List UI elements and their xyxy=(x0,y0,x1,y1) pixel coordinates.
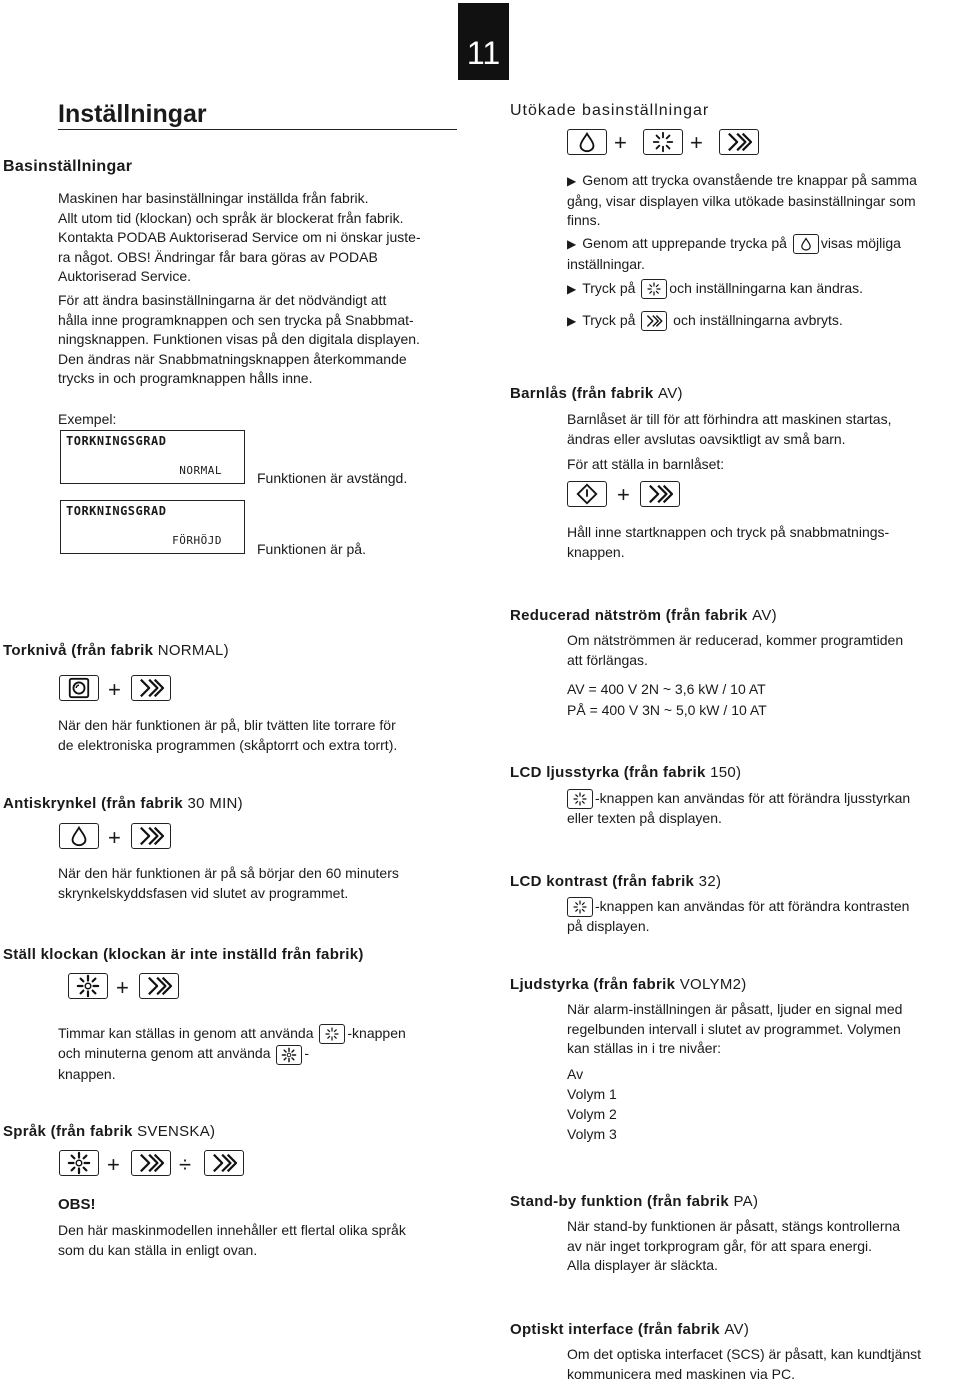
heading-value: AV) xyxy=(752,607,777,624)
obs-label: OBS! xyxy=(58,1196,96,1213)
text-line: Kontakta PODAB Auktoriserad Service om ni önskar juste- xyxy=(58,228,421,248)
basic-settings-heading: Basinställningar xyxy=(3,158,132,176)
clock-heading: Ställ klockan (klockan är inte inställd från fabrik) xyxy=(3,946,364,963)
text-line xyxy=(58,1044,458,1064)
list-item: Volym 2 xyxy=(567,1104,617,1124)
plus-icon: + xyxy=(690,132,703,154)
text-line: inställningar. xyxy=(567,255,957,275)
contrast-heading xyxy=(510,873,721,890)
list-item: Volym 1 xyxy=(567,1084,617,1104)
text-span: -knappen kan användas för att förändra ljusstyrkan xyxy=(595,790,910,806)
text-line: knappen. xyxy=(58,1065,458,1085)
heading-label: Reducerad nätström (från fabrik xyxy=(510,607,748,624)
start-icon xyxy=(567,481,607,507)
text-line: AV = 400 V 2N ~ 3,6 kW / 10 AT xyxy=(567,680,767,700)
sparkle-icon xyxy=(567,897,593,917)
text-line: hålla inne programknappen och sen trycka på Snabbmat- xyxy=(58,311,420,331)
text-span: visas möjliga xyxy=(821,235,901,251)
text-line: Barnlåset är till för att förhindra att maskinen startas, xyxy=(567,410,891,430)
page-number: 11 xyxy=(458,35,509,72)
text-line xyxy=(567,311,843,332)
text-line: Om det optiska interfacet (SCS) är påsatt, kan kundtjänst xyxy=(567,1345,921,1365)
heading-label: Språk (från fabrik xyxy=(3,1123,133,1140)
lcd-display-off xyxy=(60,430,245,484)
text-line: Håll inne startknappen och tryck på snabbmatnings- xyxy=(567,523,889,543)
text-line xyxy=(567,234,957,255)
text-line: knappen. xyxy=(567,543,889,563)
double-chevron-icon xyxy=(641,311,667,331)
text-line: på displayen. xyxy=(567,917,909,937)
dryness-heading xyxy=(3,642,229,659)
lcd-line-1: TORKNINGSGRAD xyxy=(66,504,166,518)
text-span: - xyxy=(304,1045,309,1061)
childlock-heading xyxy=(510,385,683,402)
text-line: som du kan ställa in enligt ovan. xyxy=(58,1241,406,1261)
heading-value: SVENSKA) xyxy=(137,1123,215,1140)
sparkle-icon xyxy=(319,1024,345,1044)
lcd-caption-off: Funktionen är avstängd. xyxy=(257,469,407,489)
text-line: eller texten på displayen. xyxy=(567,809,910,829)
text-line: att förlängas. xyxy=(567,651,903,671)
heading-value: NORMAL) xyxy=(158,642,229,659)
basic-settings-paragraph-2 xyxy=(58,291,420,389)
double-chevron-icon xyxy=(139,973,179,999)
lcd-line-2: NORMAL xyxy=(179,464,222,477)
text-line: När den här funktionen är på så börjar den 60 minuters xyxy=(58,864,399,884)
text-span: och minuterna genom att använda xyxy=(58,1045,270,1061)
text-span: och inställningarna avbryts. xyxy=(673,312,843,328)
drum-icon xyxy=(59,675,99,701)
lcd-line-1: TORKNINGSGRAD xyxy=(66,434,166,448)
plus-icon: + xyxy=(617,484,630,506)
anticrease-text xyxy=(58,864,399,903)
double-chevron-icon xyxy=(640,481,680,507)
bullet-icon: ▶ xyxy=(567,314,576,328)
text-line: När alarm-inställningen är påsatt, ljuder en signal med xyxy=(567,1000,902,1020)
text-line: gång, visar displayen vilka utökade basinställningar som xyxy=(567,192,917,212)
text-line: de elektroniska programmen (skåptorrt och extra torrt). xyxy=(58,736,397,756)
extended-bullet-2 xyxy=(567,234,957,274)
text-line xyxy=(567,789,910,809)
text-line: skrynkelskyddsfasen vid slutet av programmet. xyxy=(58,884,399,904)
anticrease-heading xyxy=(3,795,243,812)
volume-text xyxy=(567,1000,902,1059)
text-line: För att ändra basinställningarna är det nödvändigt att xyxy=(58,291,420,311)
sparkle-icon xyxy=(641,279,667,299)
clock-text xyxy=(58,1024,458,1084)
sun-icon xyxy=(59,1150,99,1176)
text-line: ra något. OBS! Ändringar får bara göras av PODAB xyxy=(58,248,421,268)
sparkle-icon xyxy=(567,789,593,809)
text-line: Den här maskinmodellen innehåller ett flertal olika språk xyxy=(58,1221,406,1241)
lcd-display-on xyxy=(60,500,245,554)
double-chevron-icon xyxy=(204,1150,244,1176)
text-line: trycks in och programknappen hålls inne. xyxy=(58,369,420,389)
text-line xyxy=(58,1024,458,1044)
text-span: Genom att trycka ovanstående tre knappar på samma xyxy=(582,172,917,188)
heading-label: Stand-by funktion (från fabrik xyxy=(510,1193,729,1210)
text-line: Auktoriserad Service. xyxy=(58,267,421,287)
double-chevron-icon xyxy=(131,1150,171,1176)
optical-interface-heading xyxy=(510,1321,749,1338)
bullet-icon: ▶ xyxy=(567,174,576,188)
extended-bullet-1 xyxy=(567,171,917,231)
dryness-text xyxy=(58,716,397,755)
divide-icon: ÷ xyxy=(179,1154,191,1176)
list-item: Volym 3 xyxy=(567,1124,617,1144)
heading-label: Optiskt interface (från fabrik xyxy=(510,1321,720,1338)
heading-value: AV) xyxy=(724,1321,749,1338)
text-span: Tryck på xyxy=(582,312,635,328)
text-span: Genom att upprepande trycka på xyxy=(582,235,787,251)
text-line: PÅ = 400 V 3N ~ 5,0 kW / 10 AT xyxy=(567,701,767,721)
sun-icon xyxy=(276,1045,302,1065)
text-line: När stand-by funktionen är påsatt, stängs kontrollerna xyxy=(567,1217,900,1237)
text-line: regelbunden intervall i slutet av programmet. Volymen xyxy=(567,1020,902,1040)
childlock-instruction: För att ställa in barnlåset: xyxy=(567,455,724,475)
list-item: Av xyxy=(567,1064,617,1084)
reduced-power-values xyxy=(567,680,767,720)
plus-icon: + xyxy=(108,827,121,849)
text-line: Allt utom tid (klockan) och språk är blockerat från fabrik. xyxy=(58,209,421,229)
text-span: -knappen xyxy=(347,1025,405,1041)
text-line: Den ändras när Snabbmatningsknappen återkommande xyxy=(58,350,420,370)
lcd-line-2: FÖRHÖJD xyxy=(172,534,222,547)
extended-bullet-3 xyxy=(567,279,863,300)
heading-value: AV) xyxy=(658,385,683,402)
basic-settings-paragraph-1 xyxy=(58,189,421,287)
text-line xyxy=(567,279,863,300)
text-line: Alla displayer är släckta. xyxy=(567,1256,900,1276)
text-line: kommunicera med maskinen via PC. xyxy=(567,1365,921,1384)
language-heading xyxy=(3,1123,215,1140)
standby-heading xyxy=(510,1193,758,1210)
text-span: Tryck på xyxy=(582,280,635,296)
text-line: Om nätströmmen är reducerad, kommer programtiden xyxy=(567,631,903,651)
volume-heading xyxy=(510,976,747,993)
extended-settings-heading: Utökade basinställningar xyxy=(510,102,709,120)
text-span: Timmar kan ställas in genom att använda xyxy=(58,1025,314,1041)
text-line: ningsknappen. Funktionen visas på den digitala displayen. xyxy=(58,330,420,350)
language-text xyxy=(58,1221,406,1260)
heading-value: 32) xyxy=(699,873,722,890)
sun-icon xyxy=(68,973,108,999)
text-line: ändras eller avslutas oavsiktligt av små barn. xyxy=(567,430,891,450)
text-line xyxy=(567,171,917,192)
heading-label: Ljudstyrka (från fabrik xyxy=(510,976,675,993)
reduced-power-text xyxy=(567,631,903,670)
volume-levels xyxy=(567,1064,617,1144)
text-line: Maskinen har basinställningar inställda från fabrik. xyxy=(58,189,421,209)
text-span: och inställningarna kan ändras. xyxy=(669,280,863,296)
heading-value: VOLYM2) xyxy=(680,976,747,993)
brightness-heading xyxy=(510,764,741,781)
heading-label: LCD ljusstyrka (från fabrik xyxy=(510,764,706,781)
extended-bullet-4 xyxy=(567,311,843,332)
plus-icon: + xyxy=(108,679,121,701)
text-line: av när inget torkprogram går, för att spara energi. xyxy=(567,1237,900,1257)
sparkle-icon xyxy=(643,129,683,155)
double-chevron-icon xyxy=(131,675,171,701)
drop-icon xyxy=(59,823,99,849)
standby-text xyxy=(567,1217,900,1276)
title-rule xyxy=(58,129,457,130)
text-line: När den här funktionen är på, blir tvätten lite torrare för xyxy=(58,716,397,736)
heading-value: 150) xyxy=(710,764,741,781)
text-line xyxy=(567,897,909,917)
heading-label: Antiskrynkel (från fabrik xyxy=(3,795,183,812)
lcd-caption-on: Funktionen är på. xyxy=(257,540,366,560)
bullet-icon: ▶ xyxy=(567,237,576,251)
heading-label: LCD kontrast (från fabrik xyxy=(510,873,694,890)
page-title: Inställningar xyxy=(58,100,207,129)
contrast-text xyxy=(567,897,909,937)
brightness-text xyxy=(567,789,910,829)
reduced-power-heading xyxy=(510,607,777,624)
page-number-tab xyxy=(458,3,509,80)
plus-icon: + xyxy=(614,132,627,154)
double-chevron-icon xyxy=(719,129,759,155)
plus-icon: + xyxy=(116,977,129,999)
double-chevron-icon xyxy=(131,823,171,849)
text-line: finns. xyxy=(567,211,917,231)
heading-label: Barnlås (från fabrik xyxy=(510,385,654,402)
heading-label: Torknivå (från fabrik xyxy=(3,642,153,659)
heading-value: 30 MIN) xyxy=(188,795,243,812)
text-span: -knappen kan användas för att förändra kontrasten xyxy=(595,898,909,914)
optical-interface-text xyxy=(567,1345,921,1384)
example-label: Exempel: xyxy=(58,410,116,430)
heading-value: PA) xyxy=(733,1193,758,1210)
childlock-text xyxy=(567,410,891,449)
text-line: kan ställas in i tre nivåer: xyxy=(567,1039,902,1059)
plus-icon: + xyxy=(107,1154,120,1176)
drop-icon xyxy=(793,234,819,254)
drop-icon xyxy=(567,129,607,155)
childlock-hold-text xyxy=(567,523,889,562)
bullet-icon: ▶ xyxy=(567,282,576,296)
